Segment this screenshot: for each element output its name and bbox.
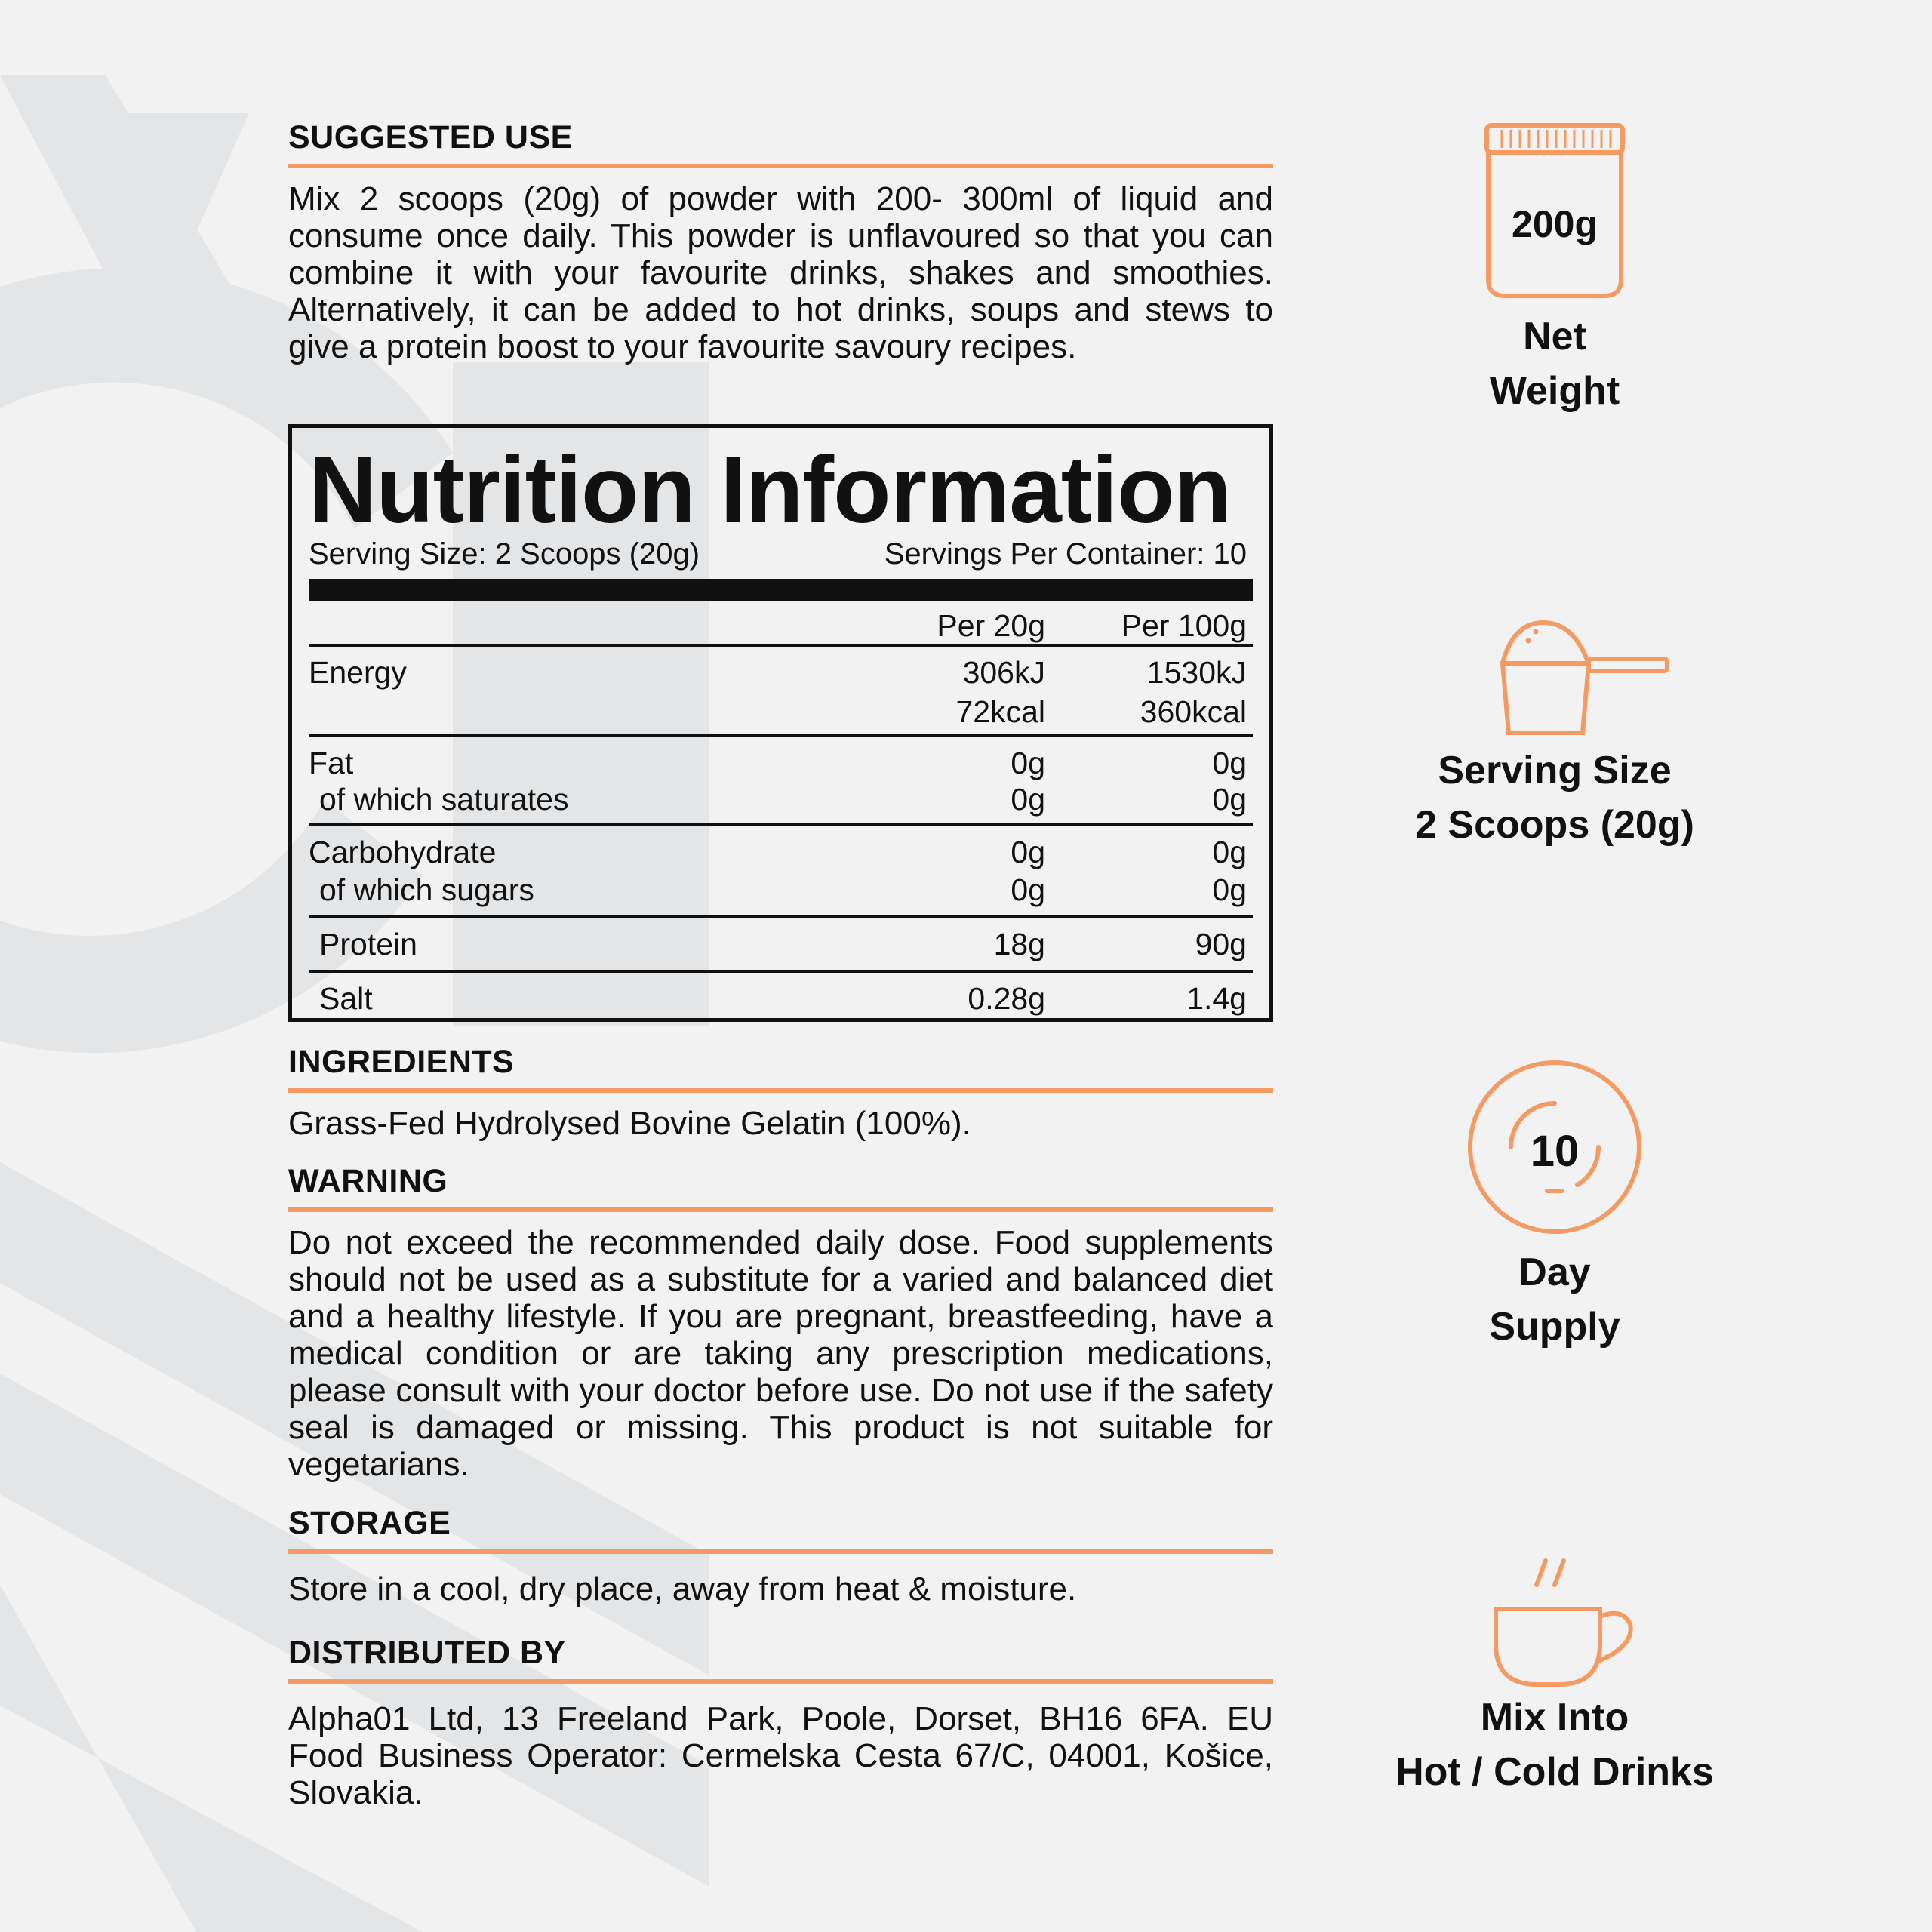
day-supply-feature [1358,1057,1751,1354]
sugars-per-20g: 0g [1011,872,1045,907]
day-supply-label-line2: Supply [1489,1305,1620,1349]
protein-per-20g: 18g [993,927,1045,961]
row-label-sugars: of which sugars [319,872,534,907]
day-supply-label-line1: Day [1518,1251,1591,1294]
carbohydrate-per-100g: 0g [1212,835,1247,869]
serving-size-label-line1: Serving Size [1438,749,1672,792]
warning-text: Do not exceed the recommended daily dose. Food supplements should not be used as a substitute for a varied and balanced diet and a healthy lifestyle. If you are pregnant, breastfeeding, have a medical condition or are taking any prescription medications, please consult with your doctor before use. Do not use if the safety seal is damaged or missing. This product is not suitable for vegetarians. [288,1224,1273,1484]
row-divider [309,644,1253,647]
row-divider [309,915,1253,918]
row-label-salt: Salt [319,981,373,1016]
ingredients-section [288,1045,1273,1142]
cup-icon [1487,1555,1653,1690]
row-label-protein: Protein [319,927,417,961]
row-label-energy: Energy [309,655,407,690]
fat-per-20g: 0g [1011,746,1045,780]
servings-per-container-text: Servings Per Container: 10 [884,537,1247,571]
serving-size-feature [1358,615,1751,852]
sugars-per-100g: 0g [1212,872,1247,907]
row-divider [309,970,1253,973]
column-header-per-20g: Per 20g [937,608,1045,643]
net-weight-label-line2: Weight [1489,369,1620,413]
energy-kcal-per-20g: 72kcal [955,694,1045,729]
net-weight-label-line1: Net [1523,315,1586,358]
suggested-use-heading: SUGGESTED USE [288,121,1273,168]
ingredients-heading: INGREDIENTS [288,1045,1273,1093]
distributed-by-heading: DISTRIBUTED BY [288,1636,1273,1684]
row-label-saturates: of which saturates [319,782,569,817]
nutrition-table [288,424,1273,1022]
energy-kj-per-100g: 1530kJ [1146,655,1247,690]
salt-per-100g: 1.4g [1186,981,1247,1016]
day-supply-value: 10 [1530,1127,1580,1176]
scoop-icon [1498,615,1694,743]
storage-text: Store in a cool, dry place, away from heat & moisture. [288,1571,1077,1608]
mix-into-feature [1358,1555,1751,1799]
distributed-by-text: Alpha01 Ltd, 13 Freeland Park, Poole, Dorset, BH16 6FA. EU Food Business Operator: Cermelska Cesta 67/C, 04001, Košice, Slovakia. [288,1700,1273,1812]
column-header-per-100g: Per 100g [1121,608,1247,643]
saturates-per-100g: 0g [1212,782,1247,817]
fat-per-100g: 0g [1212,746,1247,780]
serving-size-label-line2: 2 Scoops (20g) [1415,803,1694,847]
mix-into-label-line1: Mix Into [1480,1696,1629,1740]
energy-kcal-per-100g: 360kcal [1140,694,1247,729]
nutrition-title: Nutrition Information [309,438,1231,543]
row-label-fat: Fat [309,746,354,780]
row-divider [309,734,1253,737]
storage-section [288,1506,1273,1607]
row-divider [309,823,1253,826]
salt-per-20g: 0.28g [968,981,1045,1016]
row-label-carbohydrate: Carbohydrate [309,835,497,869]
thick-divider [309,579,1253,601]
ingredients-text: Grass-Fed Hydrolysed Bovine Gelatin (100%). [288,1105,971,1143]
mix-into-label-line2: Hot / Cold Drinks [1395,1750,1714,1794]
warning-heading: WARNING [288,1164,1273,1212]
distributed-by-section [288,1636,1273,1811]
storage-heading: STORAGE [288,1506,1273,1554]
energy-kj-per-20g: 306kJ [962,655,1045,690]
serving-size-text: Serving Size: 2 Scoops (20g) [309,537,700,571]
suggested-use-section [288,121,1273,365]
warning-section [288,1164,1273,1483]
saturates-per-20g: 0g [1011,782,1045,817]
suggested-use-text: Mix 2 scoops (20g) of powder with 200- 300ml of liquid and consume once daily. This powder is unflavoured so that you can combine it with your favourite drinks, shakes and smoothies. Alternatively, it can be added to hot drinks, soups and stews to give a protein boost to your favourite savoury recipes. [288,180,1273,366]
carbohydrate-per-20g: 0g [1011,835,1045,869]
net-weight-feature [1358,121,1751,418]
net-weight-value: 200g [1512,203,1598,245]
protein-per-100g: 90g [1195,927,1247,961]
